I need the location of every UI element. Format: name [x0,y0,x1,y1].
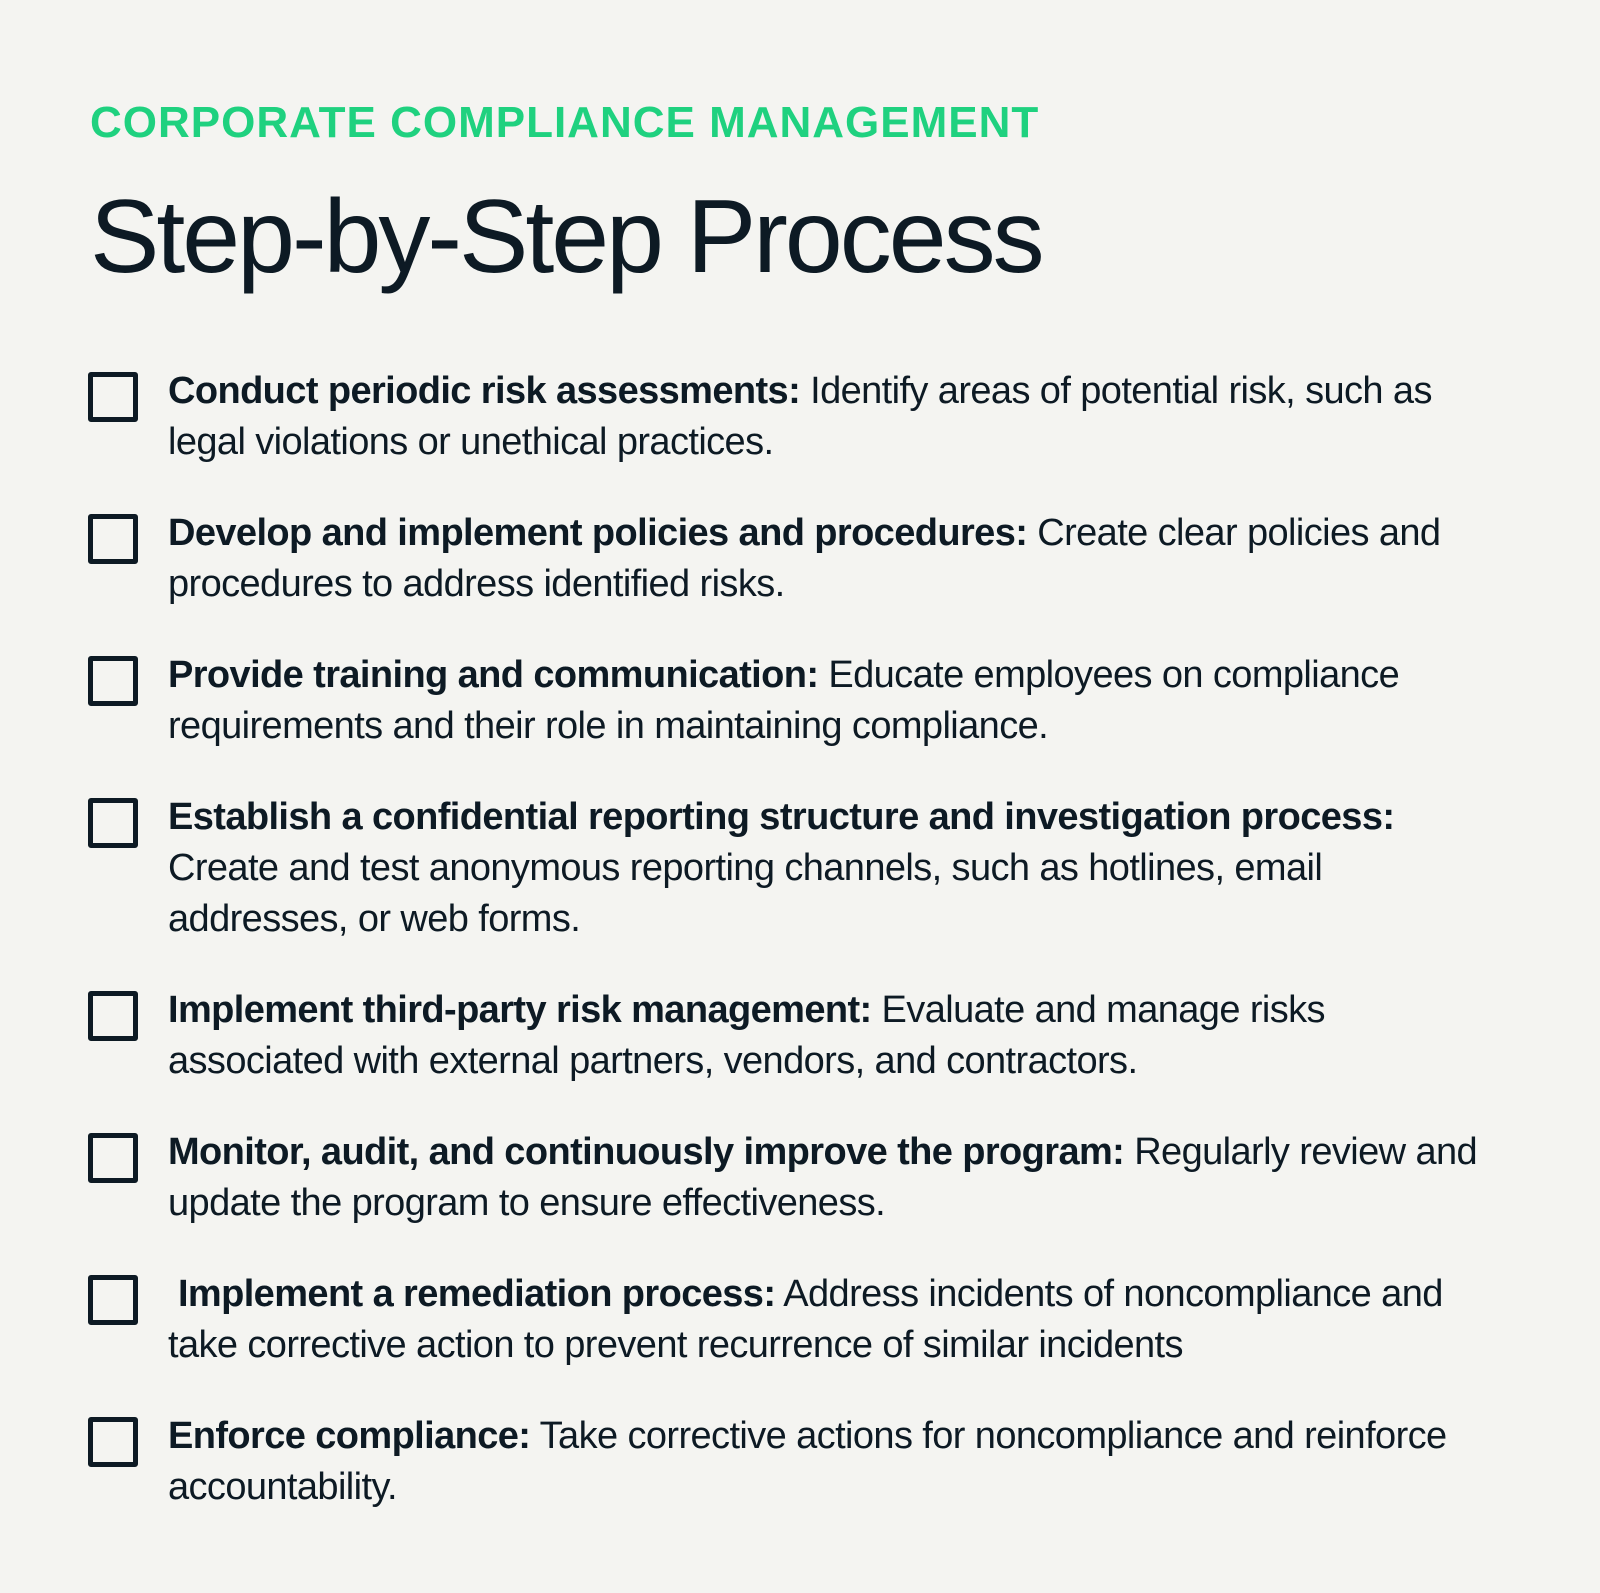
item-description: Identify areas of potential risk, such as legal violations or unethical practices. [168,370,1432,463]
checklist-item-6 [88,1127,1508,1229]
item-heading: Develop and implement policies and procedures: [168,512,1028,554]
checkbox[interactable] [88,514,138,564]
item-heading: Implement third-party risk management: [168,989,872,1031]
item-description: Create clear policies and procedures to address identified risks. [168,512,1441,605]
checkbox[interactable] [88,372,138,422]
item-description: Educate employees on compliance requirements and their role in maintaining compliance. [168,654,1400,747]
checkbox[interactable] [88,991,138,1041]
checklist-item-7 [88,1269,1508,1371]
checklist-item-1 [88,366,1508,468]
checkbox[interactable] [88,656,138,706]
item-description: Evaluate and manage risks associated with external partners, vendors, and contractors. [168,989,1325,1082]
item-heading: Monitor, audit, and continuously improve the program: [168,1131,1125,1173]
item-heading: Enforce compliance: [168,1415,531,1457]
checklist-item-8 [88,1411,1508,1513]
item-description: Take corrective actions for noncompliance and reinforce accountability. [168,1415,1447,1508]
checklist-item-2 [88,508,1508,610]
item-description: Regularly review and update the program to ensure effectiveness. [168,1131,1478,1224]
checkbox[interactable] [88,1417,138,1467]
item-heading: Implement a remediation process: [168,1273,776,1315]
checkbox[interactable] [88,1133,138,1183]
checklist [88,366,1508,1513]
checklist-item-4 [88,792,1508,945]
checklist-item-5 [88,985,1508,1087]
item-heading: Conduct periodic risk assessments: [168,370,801,412]
page-title: Step-by-Step Process [90,179,1042,295]
checklist-item-3 [88,650,1508,752]
checkbox[interactable] [88,798,138,848]
eyebrow-label: CORPORATE COMPLIANCE MANAGEMENT [90,98,1040,147]
item-description: Create and test anonymous reporting channels, such as hotlines, email addresses, or web forms. [168,847,1323,940]
item-heading: Provide training and communication: [168,654,819,696]
item-heading: Establish a confidential reporting structure and investigation process: [168,796,1395,838]
item-description: Address incidents of noncompliance and take corrective action to prevent recurrence of similar incidents [168,1273,1443,1366]
checkbox[interactable] [88,1275,138,1325]
